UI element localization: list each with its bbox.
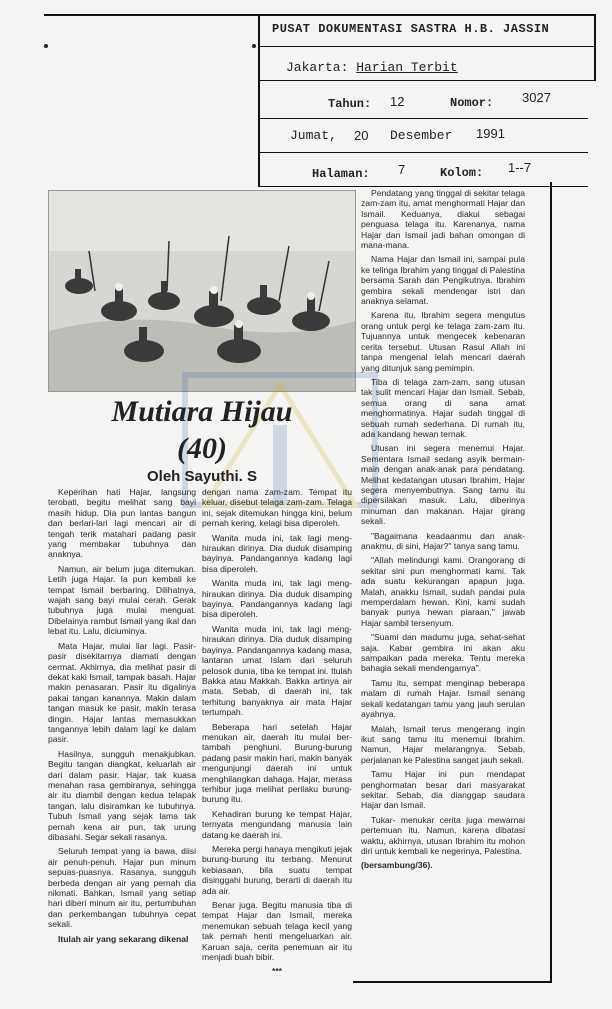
binder-dot-2 [252,44,256,48]
paragraph: "Bagaimana keadaanmu dan anak-anakmu, di sini, Hajar?" tanya sang tamu. [361,530,525,551]
article-column-3 [361,188,525,963]
city-source-row [286,60,458,75]
paragraph: Benar juga. Begitu manusia tiba di tempat Hajar dan Ismail, mereka menemukan sebuah telaga kecil yang tak pernah henti mengeluarkan air. Karuan saja, cerita penemuan air itu menjadi buah bibir. [202,900,352,963]
paragraph: Malah, Ismail terus mengerang ingin ikut sang tamu itu menemui Ibrahim. Namun, Hajar melarangnya. Sebab, perjalanan ke Palestina sangat jauh sekali. [361,723,525,765]
paragraph: Karena itu, Ibrahim segera mengutus orang untuk pergi ke telaga zam-zam itu. Tujuannya untuk mengecek kebenaran cerita tersebut. Utusan Rasul Allah ini tanpa mengenal lelah mencari daerah yang ditunjuk sang pemimpin. [361,310,525,373]
date-num: 20 [354,128,369,143]
paragraph: Pendatang yang tinggal di sekitar telaga zam-zam itu, amat menghormati Hajar dan Ismail. Keduanya, diakui sebagai penguasa telaga itu. Karenanya, nama Hajar dan Ismail jadi bahan omongan di mana-mana. [361,188,525,251]
paragraph: Kehadiran burung ke tempat Hajar, ternyata mengundang manusia lain datang ke daerah ini. [202,808,352,840]
paragraph: Beberapa hari setelah Hajar menukan air, daerah itu mulai bertambah penghuni. Burung-burung padang pasir makin hari, makin banyak mengunjungi daerah ini untuk menghilangkan dahaga. Hajar, merasa terhibur juga melihat perilaku burung-burung itu. [202,721,352,805]
article-title: Mutiara Hijau [111,395,293,428]
header-right-rule [594,14,596,80]
paragraph: Wanita muda ini, tak lagi menghiraukan dirinya. Dia duduk disamping bayinya. Pandangannya kadang masa, lantaran umat Islam dari seluruh pelosok dunia, tiba ke tempat ini. Itulah Bakka atau Makkah. Bakka artinya air mata. Sebab, di daerah ini, tak terhitung banyaknya air mata Hajar tertumpah. [202,623,352,718]
paragraph: "Suami dan madumu juga, sehat-sehat saja. Kabar gembira ini akan aku sampaikan pada mereka. Tentu mereka bahagia sekali mendengarnya". [361,632,525,674]
header-rule-4 [258,152,588,153]
paragraph: Tiba di telaga zam-zam, sang utusan tak sulit mencari Hajar dan Ismail. Sebab, semua orang di sana amat menghormatinya. Hajar sudah tinggal di sebuah rumah sederhana. Di rumah itu, ada kandang hewan ternak. [361,376,525,439]
paragraph: Tukar- menukar cerita juga mewarnai pertemuan itu. Namun, karena dibatasi waktu, akhirnya, utusan Ibrahim itu mohon diri untuk kembali ke negerinya, Palestina. [361,814,525,856]
date-year: 1991 [476,126,505,141]
paragraph: Itulah air yang sekarang dikenal [58,933,189,944]
paragraph: Tamu Hajar ini pun mendapat penghormatan besar dari masyarakat sekitar. Sebab, dia dianggap saudara Hajar dan Ismail. [361,769,525,811]
article-part-number: (40) [177,432,227,465]
paragraph: Mereka pergi hanaya mengikuti jejak burung-burung itu terbang. Menurut kebiasaan, bila suatu tempat disinggahi burung, berarti di daerah itu ada air. [202,844,352,896]
paragraph: Seluruh tempat yang ia bawa, diisi air penuh-penuh. Hajar pun minum sepuas-puasnya. Rasanya, sungguh berbeda dengan air yang pernah dia nikmati. Bahkan, Ismail yang setiap hari diberi minum air itu, pertumbuhan dan perkembangan tubuhnya cepat sekali. [48,846,196,930]
header-rule-2 [258,80,596,81]
section-separator: *** [271,966,283,977]
paragraph: Namun, air belum juga ditemukan. Letih juga Hajar. Ia pun kembali ke tempat Ismail berbaring. Dilihatnya, wajah sang bayi mulai cerah. Gerak tubuhnya juga mulai menguat. Dibelainya rambut Ismail yang ikal dan lebat itu. Lalu, diciuminya. [48,563,196,637]
nomor-label: Nomor: [450,96,494,110]
paragraph: Wanita muda ini, tak lagi menghiraukan dirinya. Dia duduk disamping bayinya. Pandangannya kadang lagi bisa diperoleh. [202,578,352,620]
header-rule-5 [258,186,588,187]
header-top-rule [44,14,596,16]
header-rule-1 [258,46,596,47]
kolom-value: 1--7 [508,160,532,175]
article-column-2 [202,487,352,995]
tahun-nomor-row [328,90,588,111]
halaman-value: 7 [398,162,406,177]
date-month: Desember [390,128,453,143]
date-row [290,128,590,143]
tahun-value: 12 [390,94,405,109]
paragraph: Utusan ini segera menemui Hajar. Sementara Ismail sedang asyik bermain-main dengan anak-anak para pendatang. Melihat kedatangan utusan Ibrahim, Hajar segera menyembutnya. Sang tamu itu dipersilakan masuk. Lalu, diberinya minuman dan makanan. Hajar girang sekali. [361,443,525,527]
source-name: Harian Terbit [356,60,458,75]
kolom-label: Kolom: [440,166,484,180]
binder-dot [44,44,48,48]
tahun-label: Tahun: [328,97,372,111]
header-left-rule [258,14,260,186]
paragraph: Hasilnya, sungguh menakjubkan. Begitu tangan diangkat, keluarlah air dari dalam pasir. Hajar, tak kuasa menahan rasa gembiranya, sehingga air itu diambil dengan kedua telapak tangan, lalu disiramkan ke tubuhnya. Tubuh Ismail yang sejak lama tak pernah kena air pun, tak urung dibasahi. Segar sekali rasanya. [48,748,196,842]
paragraph: Nama Hajar dan Ismail ini, sampai pula ke telinga Ibrahim yang tinggal di Palestina bersama Sarah dan Pengikutnya. Ibrahim gembira sekali mendengar istri dan anaknya selamat. [361,254,525,307]
date-day: Jumat, [290,128,337,143]
nomor-value: 3027 [522,90,551,105]
halaman-kolom-row [312,160,582,181]
article-right-rule [550,182,552,982]
paragraph: "Allah melindungi kami. Orangorang di sekitar sini pun menghormati kami. Tak ada suatu kekurangan apapun juga. Malah, anakku Ismail, sudah pandai pula memperdalam hewan. Kini, kami sudah banyak punya hewan piaraan," jawab Hajar sambil tersenyum. [361,555,525,628]
paragraph: Mata Hajar, mulai liar lagi. Pasir-pasir disekitarnya diamati dengan cermat. Akhirnya, dia melihat pasir di dekat kaki Ismail, tampak basah. Hajar makin penasaran. Pasir itu digalinya pakai tangan kanannya. Makin dalam tangan masuk ke pasir, makin terasa dingin. Hajar lantas memasukkan tangannya lebih dalam lagi ke dalam pasir. [48,640,196,745]
continued-note: (bersambung/36). [361,860,433,871]
article-column-1 [48,487,196,995]
header-rule-3 [258,118,588,119]
city-label: Jakarta: [286,60,349,75]
paragraph: Tamu itu, sempat menginap beberapa malam di rumah Hajar. Ismail senang sekali kedatangan tamu yang jauh serulan ayahnya. [361,677,525,720]
article-byline: Oleh Sayuthi. S [146,468,258,485]
archive-title: PUSAT DOKUMENTASI SASTRA H.B. JASSIN [272,22,550,36]
paragraph: dengan nama zam-zam. Tempat itu keluar, disebut telaga zam-zam. Telaga ini, sejak ditemukan hingga kini, belum pernah kering, kelagi bisa diperoleh. [202,487,352,529]
paragraph: Keperihan hati Hajar, langsung terobati, begitu melihat sang bayi masih hidup. Dia pun lantas bangun dan berlari-lari lagi mencari air di tengah terik matahari padang pasir yang membakar tubuhnya dan anaknya. [48,487,196,560]
paragraph: Wanita muda ini, tak lagi menghiraukan dirinya. Dia duduk disamping bayinya. Pandangannya kadang lagi bisa diperoleh. [202,532,352,574]
halaman-label: Halaman: [312,167,370,181]
article-bottom-rule [353,981,552,983]
